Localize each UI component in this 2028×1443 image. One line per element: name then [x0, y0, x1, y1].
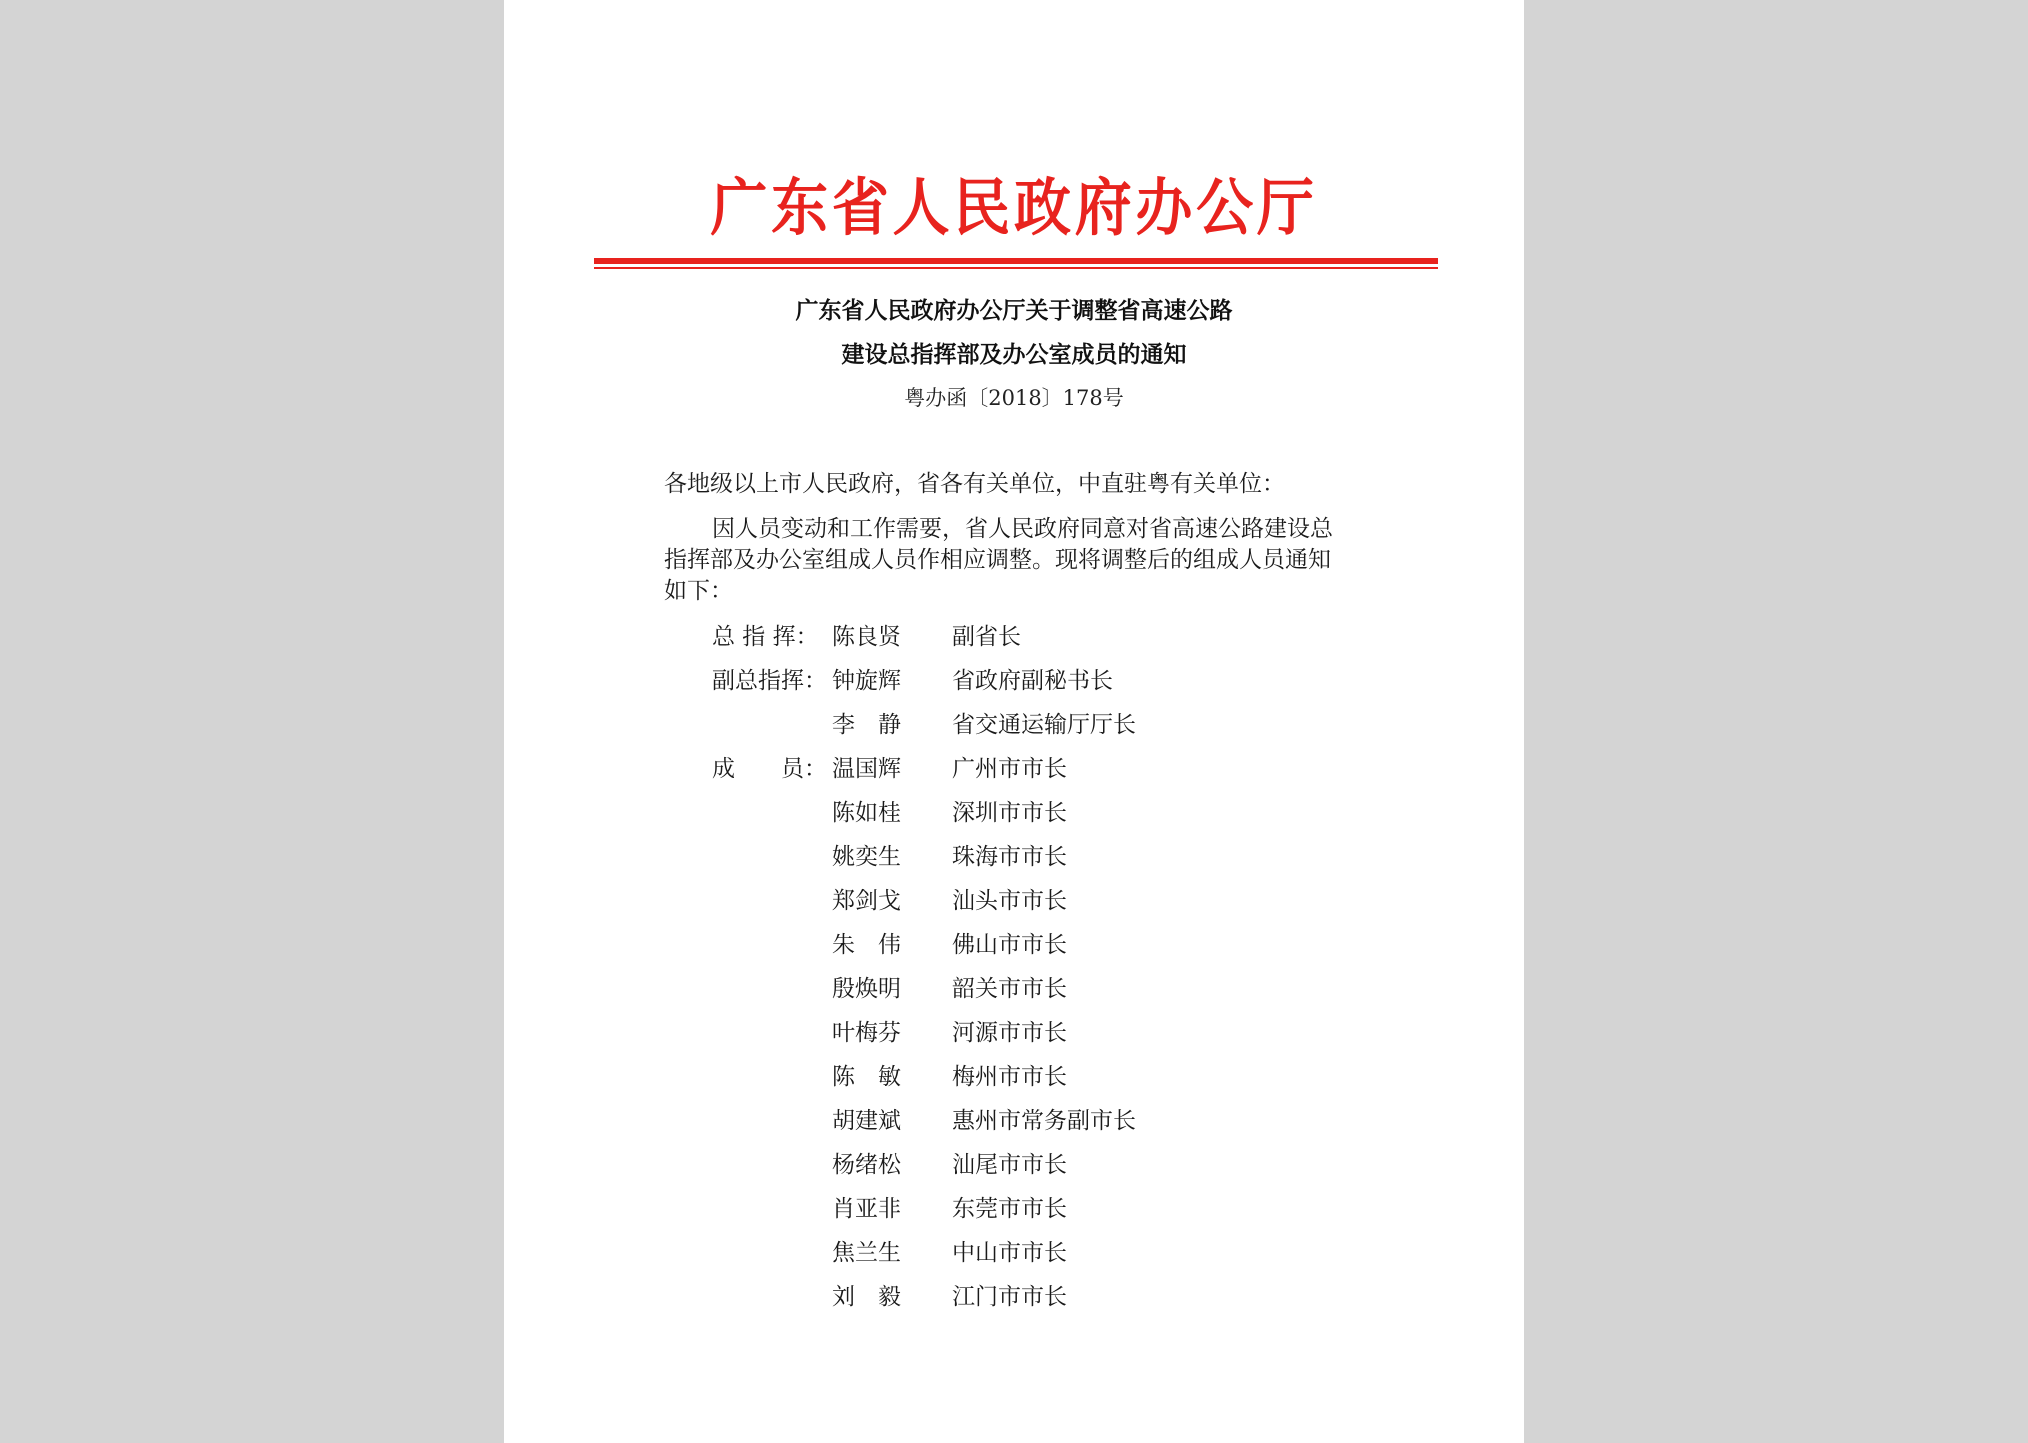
roster-role: 成 员：: [712, 756, 827, 782]
roster-name: 叶梅芬: [832, 1020, 901, 1046]
roster-name: 姚奕生: [832, 844, 901, 870]
document-page: [504, 0, 1524, 1443]
roster-position: 汕尾市市长: [952, 1152, 1067, 1178]
roster-role: 副总指挥：: [712, 668, 827, 694]
roster-position: 副省长: [952, 624, 1021, 650]
roster-name: 肖亚非: [832, 1196, 901, 1222]
roster-position: 江门市市长: [952, 1284, 1067, 1310]
roster-name: 陈良贤: [832, 624, 901, 650]
body-line-3: 如下：: [664, 578, 733, 604]
roster-position: 东莞市市长: [952, 1196, 1067, 1222]
body-line-1: 因人员变动和工作需要，省人民政府同意对省高速公路建设总: [712, 516, 1333, 542]
roster-position: 河源市市长: [952, 1020, 1067, 1046]
title-line-1: 广东省人民政府办公厅关于调整省高速公路: [795, 298, 1233, 324]
roster-name: 陈 敏: [832, 1064, 901, 1090]
roster-position: 韶关市市长: [952, 976, 1067, 1002]
roster-position: 惠州市常务副市长: [952, 1108, 1136, 1134]
roster-name: 陈如桂: [832, 800, 901, 826]
roster-name: 李 静: [832, 712, 901, 738]
roster-position: 深圳市市长: [952, 800, 1067, 826]
roster-name: 郑剑戈: [832, 888, 901, 914]
roster-position: 梅州市市长: [952, 1064, 1067, 1090]
roster-role: 总 指 挥：: [712, 624, 819, 650]
roster-position: 省交通运输厅厅长: [952, 712, 1136, 738]
roster-name: 杨绪松: [832, 1152, 901, 1178]
roster-name: 刘 毅: [832, 1284, 901, 1310]
roster-position: 省政府副秘书长: [952, 668, 1113, 694]
roster-position: 中山市市长: [952, 1240, 1067, 1266]
roster-name: 焦兰生: [832, 1240, 901, 1266]
red-rule-thin: [594, 267, 1438, 269]
masthead: 广东省人民政府办公厅: [710, 171, 1318, 244]
document-number: 粤办函〔2018〕178号: [904, 386, 1124, 410]
roster-name: 钟旋辉: [832, 668, 901, 694]
roster-position: 广州市市长: [952, 756, 1067, 782]
roster-name: 朱 伟: [832, 932, 901, 958]
salutation: 各地级以上市人民政府，省各有关单位，中直驻粤有关单位：: [664, 471, 1285, 497]
title-line-2: 建设总指挥部及办公室成员的通知: [841, 342, 1187, 368]
roster-position: 汕头市市长: [952, 888, 1067, 914]
roster-name: 温国辉: [832, 756, 901, 782]
red-rule-thick: [594, 258, 1438, 264]
roster-position: 珠海市市长: [952, 844, 1067, 870]
body-line-2: 指挥部及办公室组成人员作相应调整。现将调整后的组成人员通知: [664, 547, 1331, 573]
roster-position: 佛山市市长: [952, 932, 1067, 958]
roster-name: 胡建斌: [832, 1108, 901, 1134]
roster-name: 殷焕明: [832, 976, 901, 1002]
